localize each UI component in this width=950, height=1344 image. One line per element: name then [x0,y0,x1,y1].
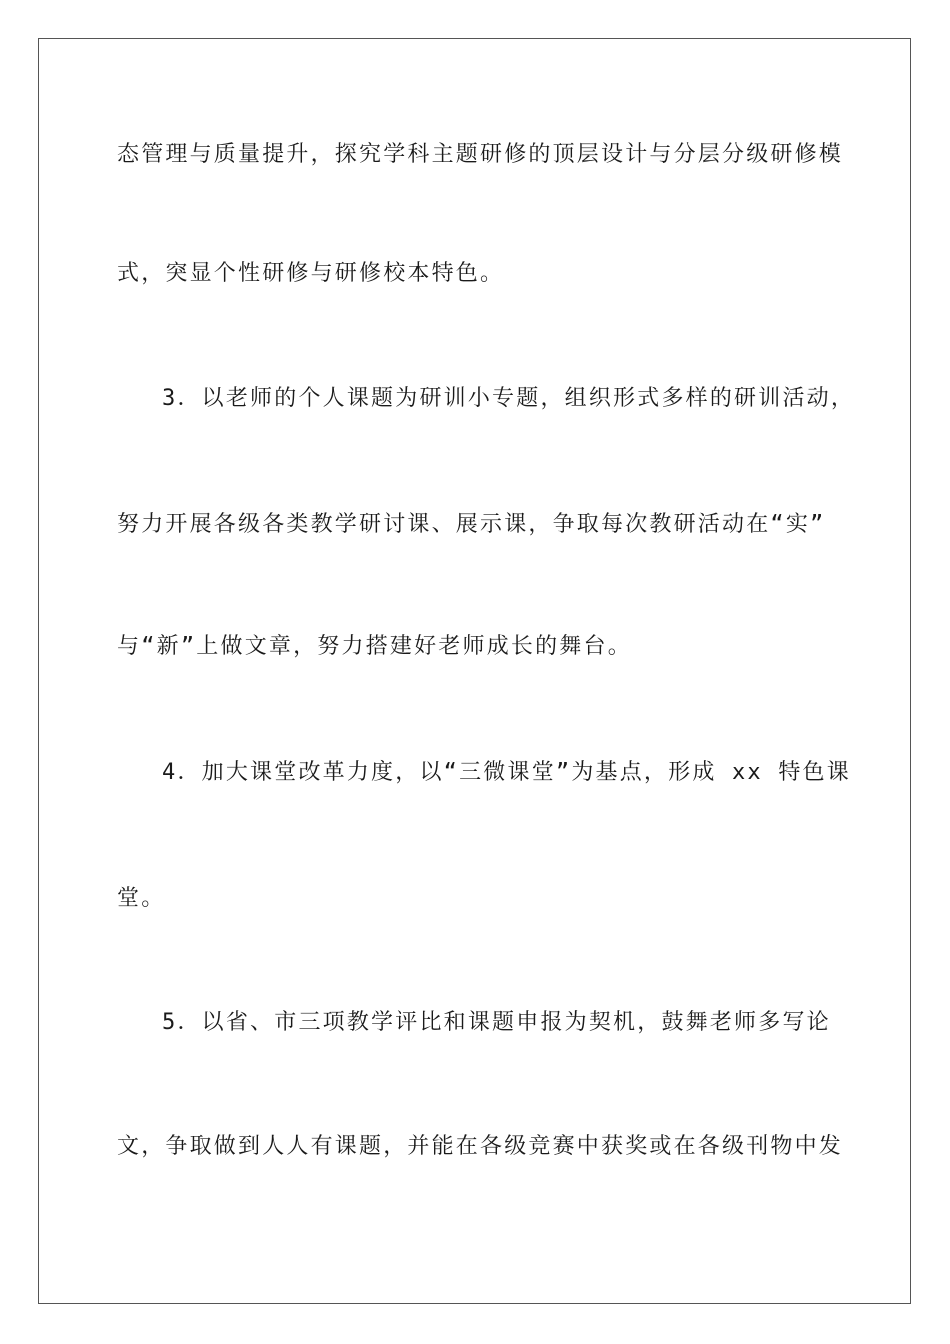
paragraph-line: 态管理与质量提升，探究学科主题研修的顶层设计与分层分级研修模 [117,142,844,167]
paragraph-line: 堂。 [117,886,166,911]
paragraph-line: 努力开展各级各类教学研讨课、展示课，争取每次教研活动在“实” [117,512,826,537]
paragraph-line: 3．以老师的个人课题为研训小专题，组织形式多样的研训活动， [162,386,856,411]
paragraph-line: 与“新”上做文章，努力搭建好老师成长的舞台。 [117,634,632,659]
paragraph-line: 4．加大课堂改革力度，以“三微课堂”为基点，形成 xx 特色课 [162,760,851,785]
paragraph-line: 式，突显个性研修与研修校本特色。 [117,261,505,286]
paragraph-line: 5．以省、市三项教学评比和课题申报为契机，鼓舞老师多写论 [162,1010,831,1035]
paragraph-line: 文，争取做到人人有课题，并能在各级竞赛中获奖或在各级刊物中发 [117,1134,844,1159]
page-frame [38,38,911,1304]
